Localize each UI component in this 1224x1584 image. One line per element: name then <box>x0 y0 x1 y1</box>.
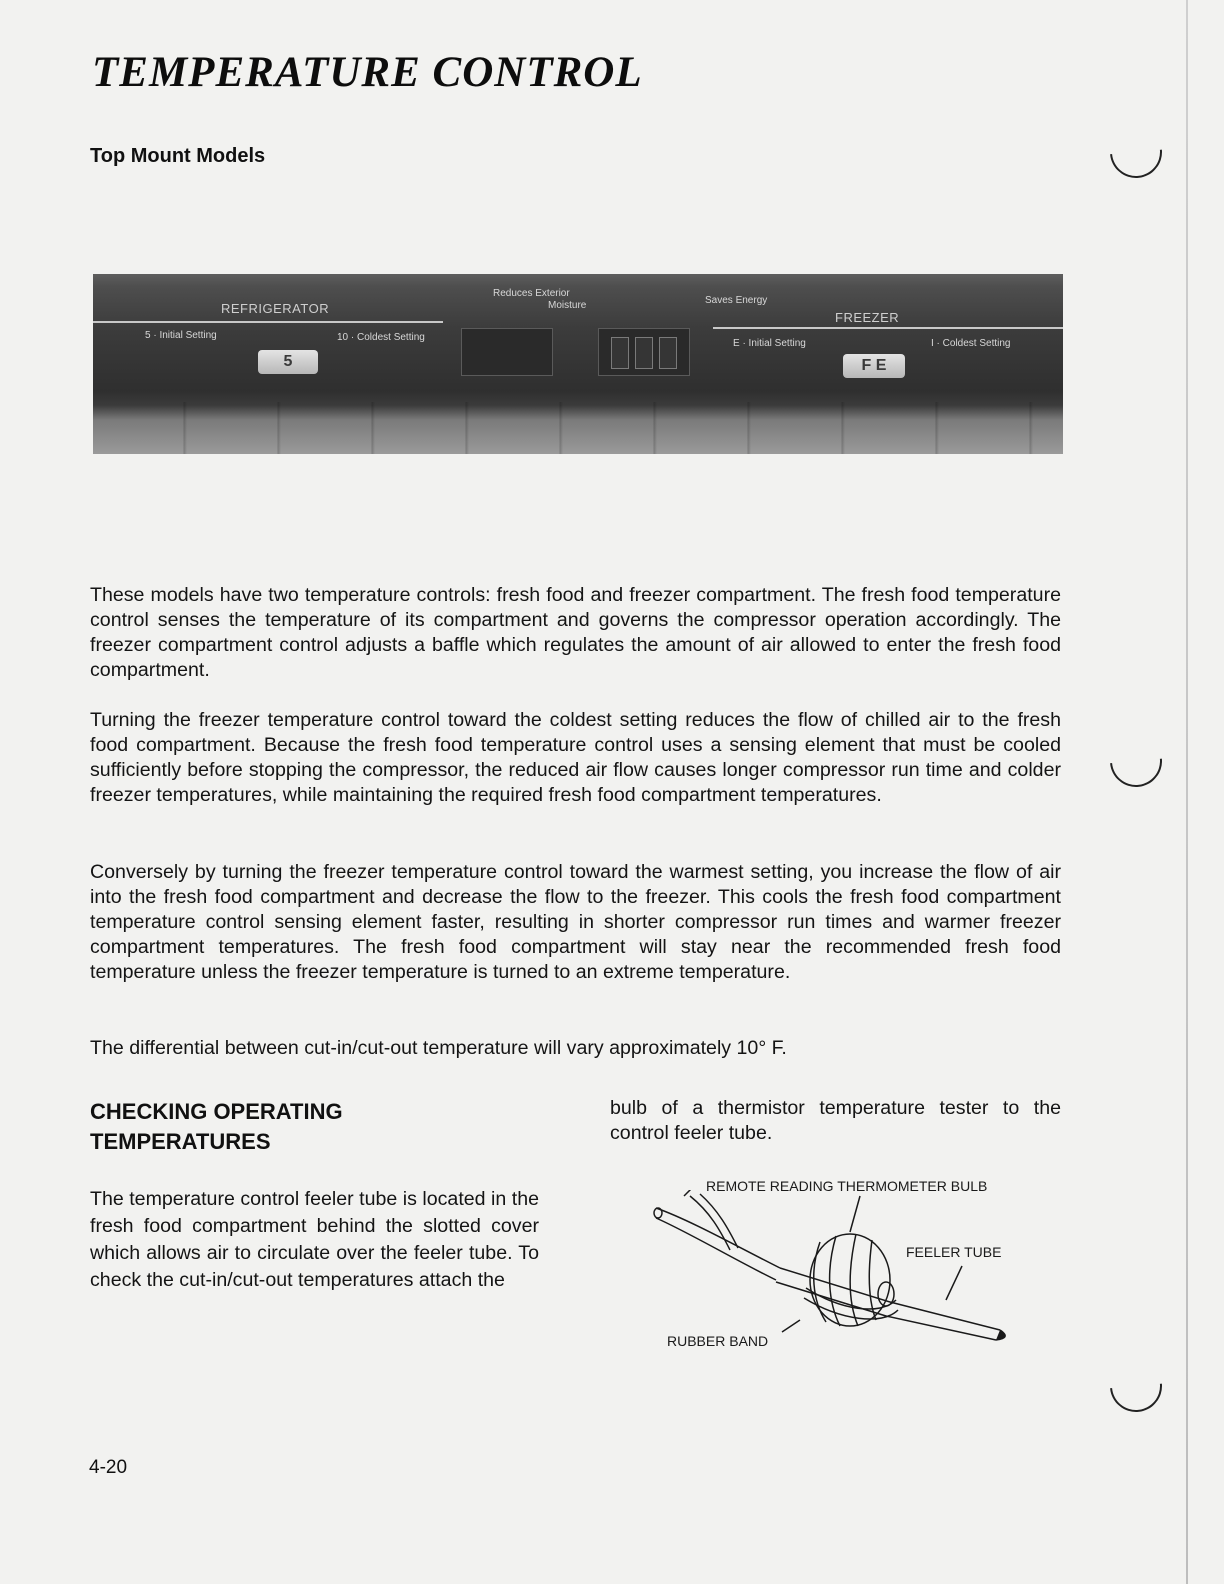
section-heading: CHECKING OPERATING TEMPERATURES <box>90 1099 343 1154</box>
panel-trim <box>93 402 1063 454</box>
thermometer-bulb-diagram <box>650 1190 1030 1360</box>
page-edge <box>1186 0 1188 1584</box>
binder-hole-middle <box>1099 724 1172 797</box>
paragraph-2: Turning the freezer temperature control toward the coldest setting reduces the flow of chilled air to the fresh food compartment. Because the fresh food temperature control uses a sensing element that must be cooled sufficiently before stopping the compressor, the reduced air flow causes longer compressor run time and colder freezer temperatures, while maintaining the required fresh food compartment temperatures. <box>90 709 1061 806</box>
refrigerator-coldest-label: 10 · Coldest Setting <box>337 332 425 343</box>
moisture-label-2: Moisture <box>548 300 587 311</box>
binder-hole-bottom <box>1099 1349 1172 1422</box>
energy-label: Saves Energy <box>705 295 768 306</box>
freezer-dial: F E <box>843 354 905 378</box>
refrigerator-rule <box>93 321 443 323</box>
freezer-label: FREEZER <box>835 310 900 325</box>
freezer-rule <box>713 327 1063 329</box>
bulb-label: REMOTE READING THERMOMETER BULB <box>706 1178 988 1194</box>
control-panel-photo <box>93 274 1063 454</box>
moisture-switch <box>461 328 553 376</box>
refrigerator-label: REFRIGERATOR <box>221 301 330 316</box>
paragraph-1: These models have two temperature controls: fresh food and freezer compartment. The fresh food temperature control senses the temperature of its compartment and governs the compressor operation accordingly. The freezer compartment control adjusts a baffle which regulates the amount of air allowed to enter the fresh food compartment. <box>90 584 1061 681</box>
refrigerator-dial: 5 <box>258 350 318 374</box>
freezer-coldest-label: I · Coldest Setting <box>931 338 1011 349</box>
right-column-text: bulb of a thermistor temperature tester to the control feeler tube. <box>610 1097 1061 1144</box>
paragraph-3: Conversely by turning the freezer temperature control toward the warmest setting, you increase the flow of air into the fresh food compartment and decrease the flow to the freezer. This cools the fresh food compartment temperature control sensing element faster, resulting in shorter compressor run times and warmer freezer compartment temperatures. The fresh food compartment will stay near the recommended fresh food temperature unless the freezer temperature is turned to an extreme temperature. <box>90 861 1061 983</box>
energy-switch <box>598 328 690 376</box>
paragraph-4: The differential between cut-in/cut-out temperature will vary approximately 10° F. <box>90 1037 787 1059</box>
freezer-initial-label: E · Initial Setting <box>733 338 806 349</box>
refrigerator-initial-label: 5 · Initial Setting <box>145 330 217 341</box>
section-subtitle: Top Mount Models <box>90 145 266 167</box>
tube-label: FEELER TUBE <box>906 1244 1002 1260</box>
moisture-label-1: Reduces Exterior <box>493 288 570 299</box>
page-number: 4-20 <box>89 1457 128 1478</box>
binder-hole-top <box>1099 115 1172 188</box>
left-column-text: The temperature control feeler tube is located in the fresh food compartment behind the slotted cover which allows air to circulate over the feeler tube. To check the cut-in/cut-out temperatures attach the <box>90 1188 539 1291</box>
band-label: RUBBER BAND <box>667 1333 769 1349</box>
page-title: TEMPERATURE CONTROL <box>92 49 643 96</box>
